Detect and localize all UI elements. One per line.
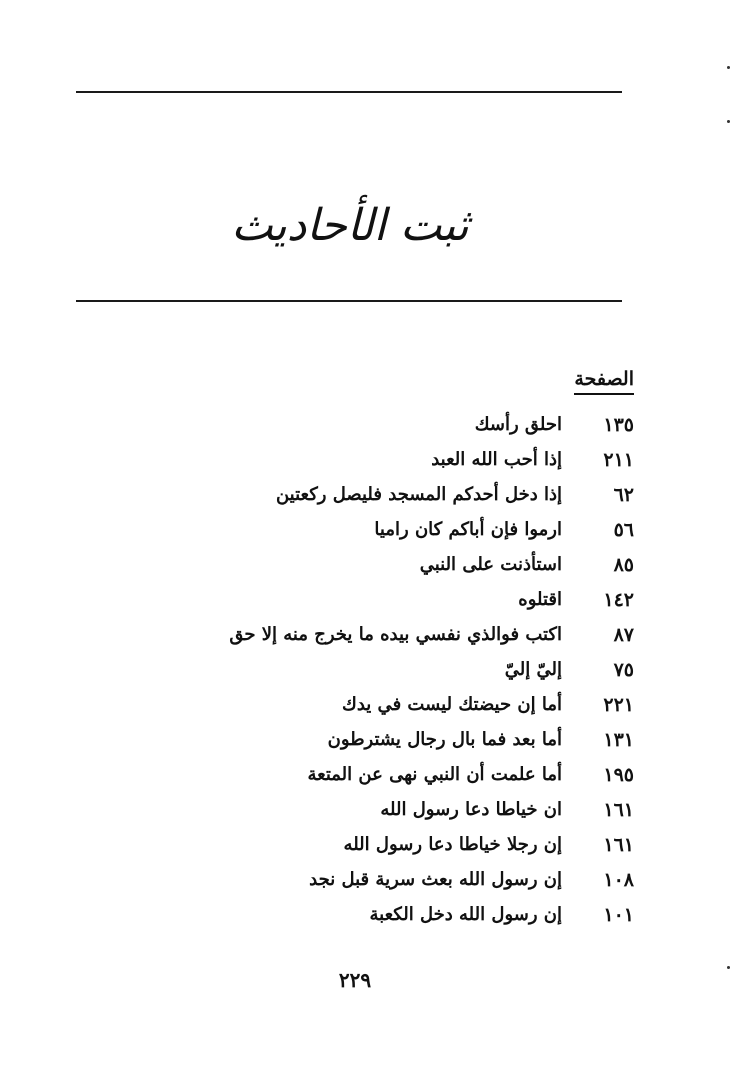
index-entry <box>0 904 732 939</box>
entry-page-number: ١٦١ <box>603 834 634 856</box>
entry-text: أما بعد فما بال رجال يشترطون <box>327 729 562 750</box>
entry-text: أما علمت أن النبي نهى عن المتعة <box>307 764 562 785</box>
entry-text: إذا أحب الله العبد <box>431 449 562 470</box>
entry-page-number: ١٩٥ <box>603 764 634 786</box>
index-entry <box>0 554 732 589</box>
index-entry <box>0 449 732 484</box>
entry-page-number: ٢١١ <box>603 449 634 471</box>
entry-text: ان خياطا دعا رسول الله <box>380 799 562 820</box>
scan-speck <box>727 66 730 69</box>
entry-page-number: ١٠٨ <box>603 869 634 891</box>
scan-speck <box>727 966 730 969</box>
entry-text: إن رسول الله دخل الكعبة <box>369 904 562 925</box>
entry-page-number: ٨٧ <box>613 624 634 646</box>
entry-page-number: ٥٦ <box>613 519 634 541</box>
index-entry <box>0 764 732 799</box>
index-entry <box>0 659 732 694</box>
entry-page-number: ١٤٢ <box>603 589 634 611</box>
entry-text: ارموا فإن أباكم كان راميا <box>374 519 562 540</box>
index-entry <box>0 519 732 554</box>
entry-page-number: ٢٢١ <box>603 694 634 716</box>
entry-text: استأذنت على النبي <box>419 554 562 575</box>
entry-page-number: ١٦١ <box>603 799 634 821</box>
index-entry <box>0 414 732 449</box>
entry-page-number: ٦٢ <box>613 484 634 506</box>
index-entry <box>0 834 732 869</box>
page-column-header: الصفحة <box>574 368 634 395</box>
entry-page-number: ١٣١ <box>603 729 634 751</box>
entry-text: اقتلوه <box>518 589 562 610</box>
entry-page-number: ٨٥ <box>613 554 634 576</box>
entry-text: إن رجلا خياطا دعا رسول الله <box>343 834 562 855</box>
index-entry <box>0 589 732 624</box>
index-entry <box>0 869 732 904</box>
scan-speck <box>727 120 730 123</box>
entry-text: إليّ إليّ <box>504 659 562 680</box>
section-title: ثبت الأحاديث <box>231 200 469 251</box>
top-rule <box>76 91 622 93</box>
index-entry <box>0 624 732 659</box>
entry-text: احلق رأسك <box>474 414 562 435</box>
entry-page-number: ١٣٥ <box>603 414 634 436</box>
index-entry <box>0 729 732 764</box>
entry-text: أما إن حيضتك ليست في يدك <box>342 694 562 715</box>
hadith-index-list <box>0 414 732 939</box>
entry-text: إن رسول الله بعث سرية قبل نجد <box>309 869 562 890</box>
entry-page-number: ٧٥ <box>613 659 634 681</box>
index-entry <box>0 799 732 834</box>
entry-text: اكتب فوالذي نفسي بيده ما يخرج منه إلا حق <box>229 624 562 645</box>
entry-page-number: ١٠١ <box>603 904 634 926</box>
page-number: ٢٢٩ <box>338 968 372 992</box>
entry-text: إذا دخل أحدكم المسجد فليصل ركعتين <box>275 484 562 505</box>
index-entry <box>0 484 732 519</box>
bottom-rule <box>76 300 622 302</box>
index-entry <box>0 694 732 729</box>
